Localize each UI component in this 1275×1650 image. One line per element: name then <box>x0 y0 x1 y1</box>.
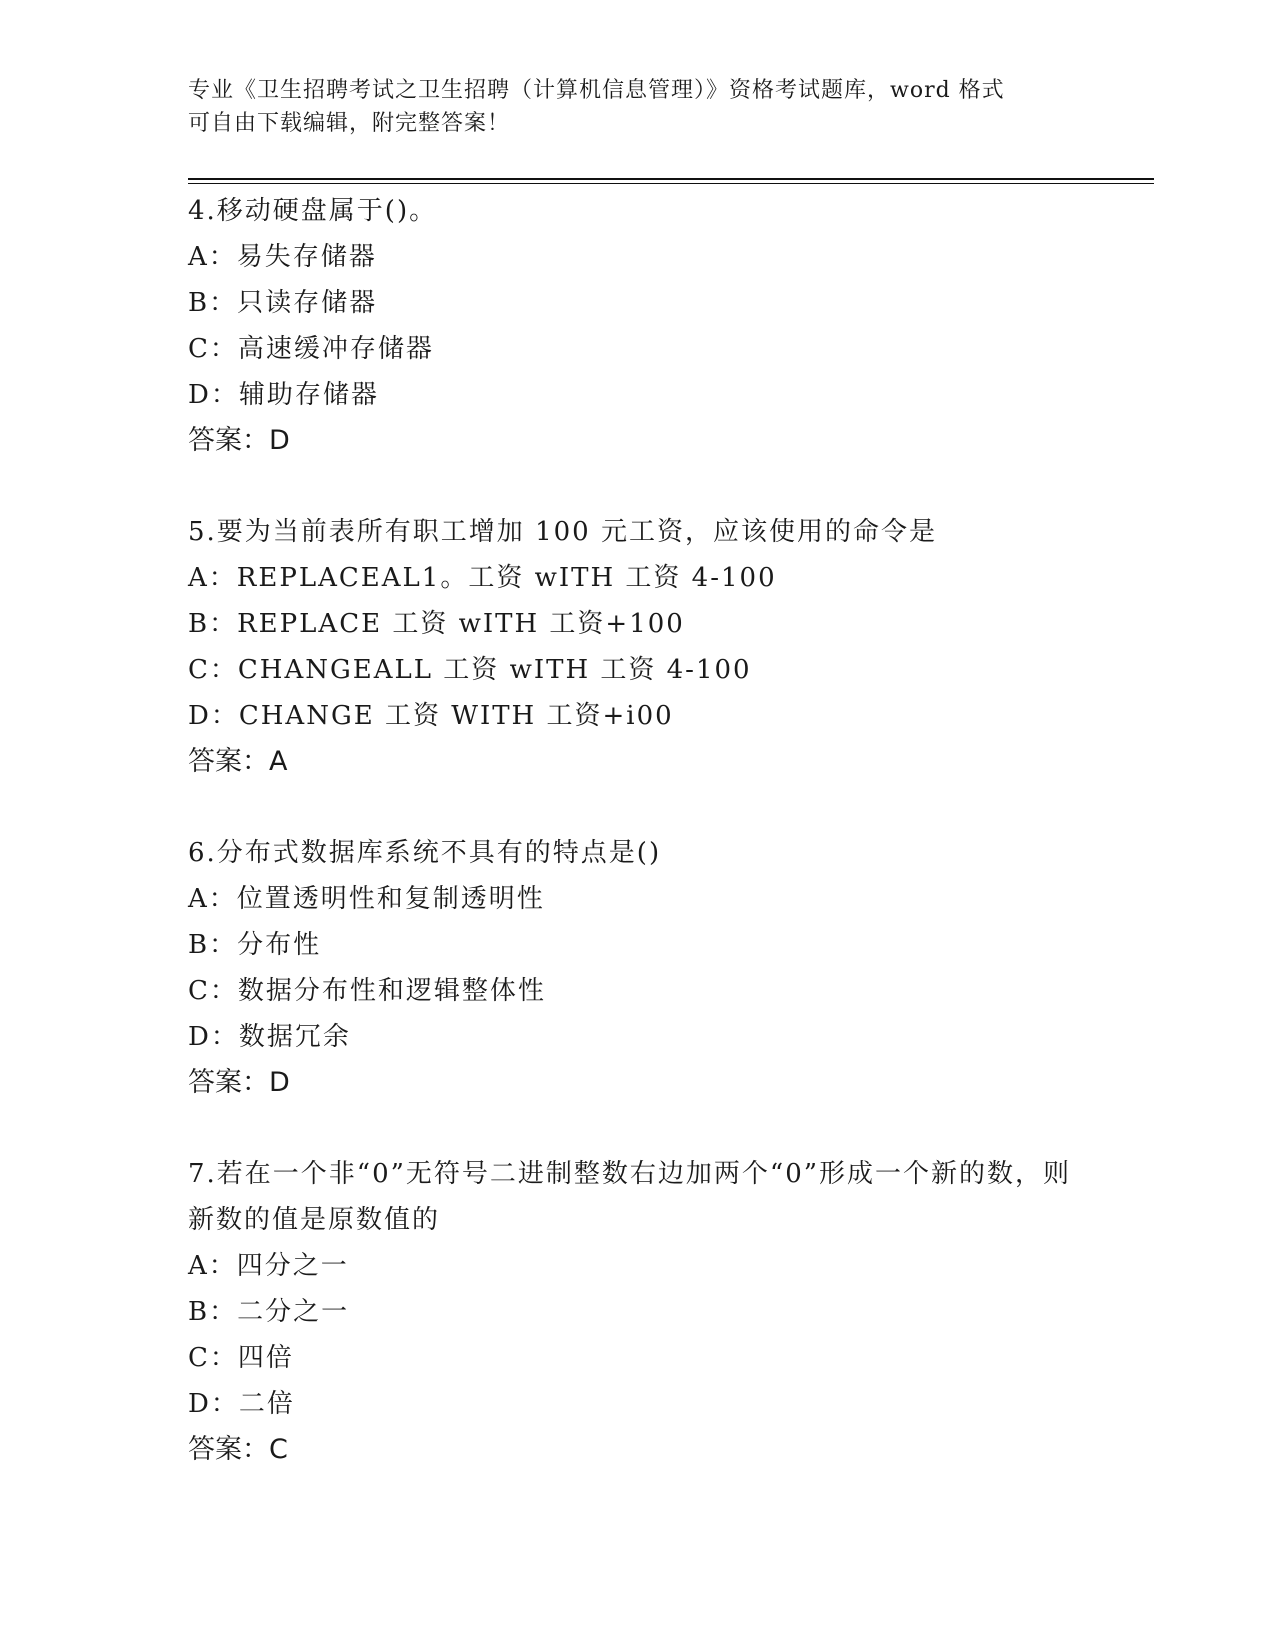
answer-line: 答案：C <box>188 1434 288 1465</box>
option-c: C：CHANGEALL 工资 wITH 工资 4-100 <box>188 655 752 685</box>
header-line-2: 可自由下载编辑，附完整答案！ <box>188 111 511 136</box>
question-stem: 4.移动硬盘属于()。 <box>188 196 438 226</box>
question-5 <box>188 509 1088 785</box>
header-divider-thin <box>188 183 1154 184</box>
question-6 <box>188 830 1088 1106</box>
header-line-1: 专业《卫生招聘考试之卫生招聘（计算机信息管理）》资格考试题库，word 格式 <box>188 78 1005 103</box>
option-c: C：四倍 <box>188 1343 294 1373</box>
question-stem: 6.分布式数据库系统不具有的特点是() <box>188 838 662 868</box>
answer-line: 答案：A <box>188 746 288 777</box>
option-b: B：二分之一 <box>188 1297 350 1327</box>
question-stem: 7.若在一个非“0”无符号二进制整数右边加两个“0”形成一个新的数，则新数的值是原数值的 <box>188 1159 1072 1235</box>
question-stem: 5.要为当前表所有职工增加 100 元工资，应该使用的命令是 <box>188 517 937 547</box>
option-a: A：REPLACEAL1。工资 wITH 工资 4-100 <box>188 563 777 593</box>
option-d: D：数据冗余 <box>188 1022 351 1052</box>
option-c: C：高速缓冲存储器 <box>188 334 434 364</box>
option-d: D：CHANGE 工资 WITH 工资+i00 <box>188 701 674 731</box>
option-d: D：辅助存储器 <box>188 380 379 410</box>
option-a: A：位置透明性和复制透明性 <box>188 884 545 914</box>
document-header <box>188 74 1088 140</box>
header-divider-thick <box>188 178 1154 180</box>
option-b: B：REPLACE 工资 wITH 工资+100 <box>188 609 685 639</box>
question-4 <box>188 188 1088 464</box>
option-b: B：分布性 <box>188 930 322 960</box>
question-7 <box>188 1151 1088 1473</box>
answer-line: 答案：D <box>188 425 290 456</box>
option-c: C：数据分布性和逻辑整体性 <box>188 976 546 1006</box>
option-b: B：只读存储器 <box>188 288 378 318</box>
question-list <box>188 188 1088 1518</box>
option-a: A：易失存储器 <box>188 242 377 272</box>
answer-line: 答案：D <box>188 1067 290 1098</box>
option-d: D：二倍 <box>188 1389 295 1419</box>
option-a: A：四分之一 <box>188 1251 349 1281</box>
